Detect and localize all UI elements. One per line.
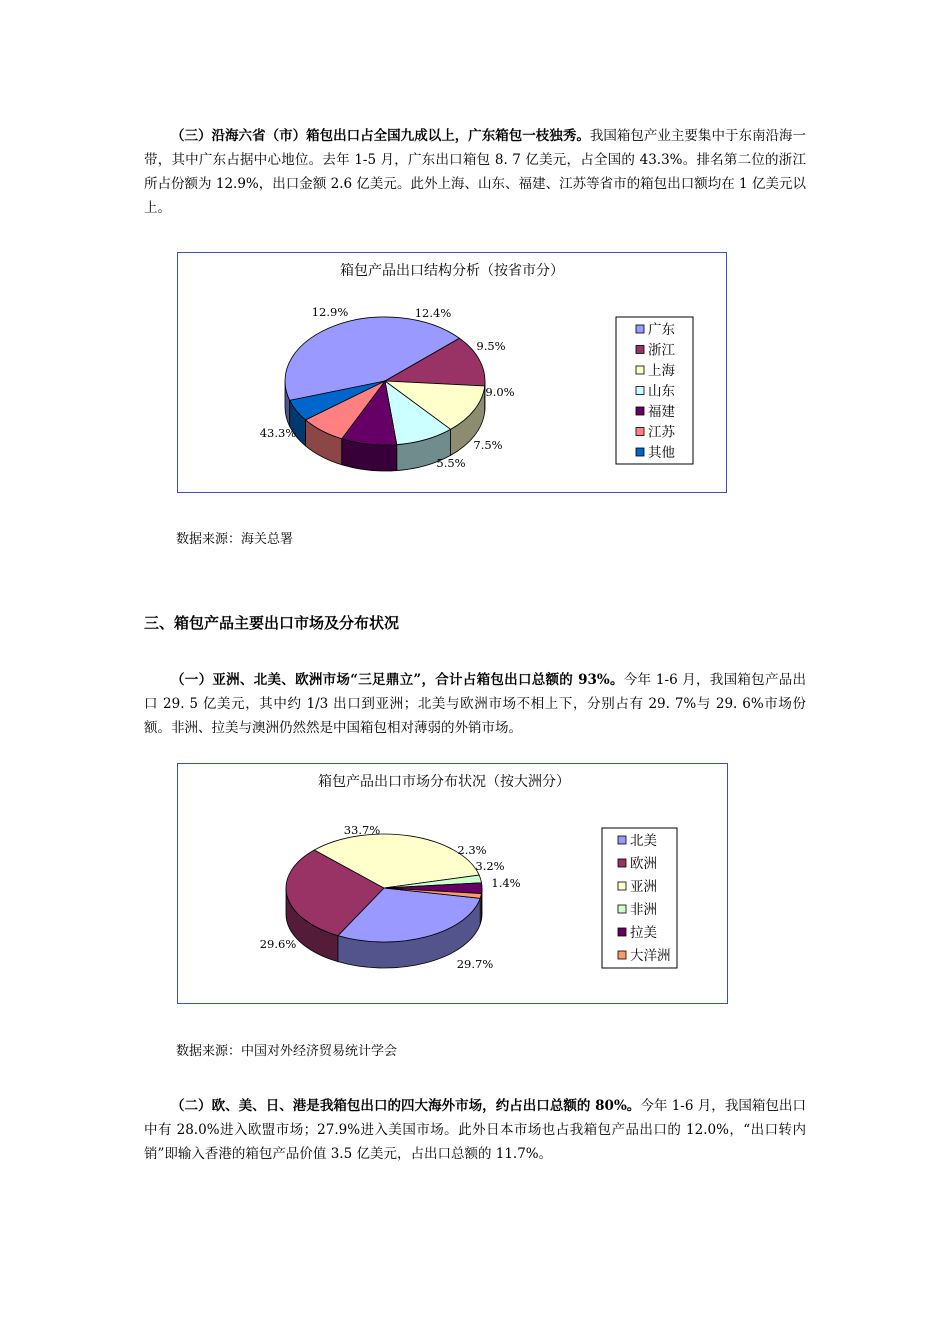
legend-label-福建: 福建 [648, 404, 675, 420]
legend-swatch-非洲 [618, 905, 626, 913]
legend-label-山东: 山东 [648, 383, 675, 400]
sub2-lead: （二）欧、美、日、港是我箱包出口的四大海外市场，约占出口总额的 80%。 [171, 1098, 641, 1114]
legend-label-北美: 北美 [630, 833, 657, 849]
legend-swatch-江苏 [636, 428, 644, 436]
sub1-lead: （一）亚洲、北美、欧洲市场“三足鼎立”，合计占箱包出口总额的 93%。 [171, 672, 624, 688]
sub1-paragraph [144, 668, 806, 740]
legend-swatch-山东 [636, 387, 644, 395]
section3-lead: （三）沿海六省（市）箱包出口占全国九成以上，广东箱包一枝独秀。 [171, 128, 590, 144]
province-pie-chart-svg [178, 253, 726, 492]
sub1-body: 今年 1-6 月，我国箱包产品出口 29. 5 亿美元，其中约 1/3 出口到亚洲；北美与欧洲市场不相上下，分别占有 29. 7%与 29. 6%市场份额。非洲、拉美与澳洲仍然然是中国箱包相对薄弱的外销市场。 [144, 672, 807, 736]
chart1-title: 箱包产品出口结构分析（按省市分） [340, 263, 564, 279]
legend-swatch-亚洲 [618, 882, 626, 890]
pie-label-大洋洲: 1.4% [491, 876, 521, 890]
legend-label-广东: 广东 [648, 322, 675, 338]
legend-label-大洋洲: 大洋洲 [630, 948, 671, 964]
legend-label-上海: 上海 [648, 363, 675, 379]
legend-swatch-广东 [636, 325, 644, 333]
chart2-legend-box [602, 828, 677, 968]
legend-label-欧洲: 欧洲 [630, 856, 657, 872]
legend-swatch-其他 [636, 448, 644, 456]
source-1: 数据来源：海关总署 [176, 532, 294, 547]
pie-label-非洲: 2.3% [457, 843, 487, 857]
pie-label-广东: 43.3% [259, 426, 297, 440]
legend-label-其他: 其他 [648, 445, 675, 461]
sub2-body: 今年 1-6 月，我国箱包出口中有 28.0%进入欧盟市场；27.9%进入美国市场。此外日本市场也占我箱包产品出口的 12.0%，“出口转内销”即输入香港的箱包产品价值 3.5 亿美元，占出口总额的 11.7%。 [144, 1098, 806, 1162]
legend-swatch-浙江 [636, 346, 644, 354]
continent-pie-chart [177, 763, 728, 1004]
sub2-paragraph [144, 1094, 806, 1166]
legend-label-拉美: 拉美 [630, 925, 657, 941]
section3-body: 我国箱包产业主要集中于东南沿海一带，其中广东占据中心地位。去年 1-5 月，广东出口箱包 8. 7 亿美元，占全国的 43.3%。排名第二位的浙江所占份额为 12.9%，出口金额 2.6 亿美元。此外上海、山东、福建、江苏等省市的箱包出口额均在 1 亿美元以上。 [144, 128, 807, 216]
pie-label-山东: 9.5% [476, 339, 506, 353]
section3-paragraph [144, 124, 806, 220]
source-2: 数据来源：中国对外经济贸易统计学会 [176, 1044, 398, 1059]
pie-label-江苏: 7.5% [473, 438, 503, 452]
legend-swatch-福建 [636, 407, 644, 415]
pie-label-拉美: 3.2% [475, 859, 505, 873]
pie-label-上海: 12.4% [414, 306, 452, 320]
legend-swatch-拉美 [618, 928, 626, 936]
legend-label-亚洲: 亚洲 [630, 879, 657, 895]
legend-swatch-欧洲 [618, 859, 626, 867]
legend-swatch-大洋洲 [618, 951, 626, 959]
pie-label-亚洲: 33.7% [343, 823, 381, 837]
province-pie-chart [177, 252, 727, 493]
legend-swatch-上海 [636, 366, 644, 374]
legend-swatch-北美 [618, 836, 626, 844]
pie-label-其他: 5.5% [436, 456, 466, 470]
legend-label-非洲: 非洲 [630, 902, 657, 918]
pie-label-福建: 9.0% [485, 385, 515, 399]
legend-label-江苏: 江苏 [648, 424, 675, 441]
pie-label-北美: 29.7% [456, 957, 494, 971]
pie-label-欧洲: 29.6% [259, 937, 297, 951]
chart2-title: 箱包产品出口市场分布状况（按大洲分） [318, 774, 570, 790]
section-heading-3: 三、箱包产品主要出口市场及分布状况 [144, 614, 400, 632]
legend-label-浙江: 浙江 [648, 342, 675, 359]
continent-pie-chart-svg [178, 764, 727, 1003]
pie-label-浙江: 12.9% [311, 305, 349, 319]
